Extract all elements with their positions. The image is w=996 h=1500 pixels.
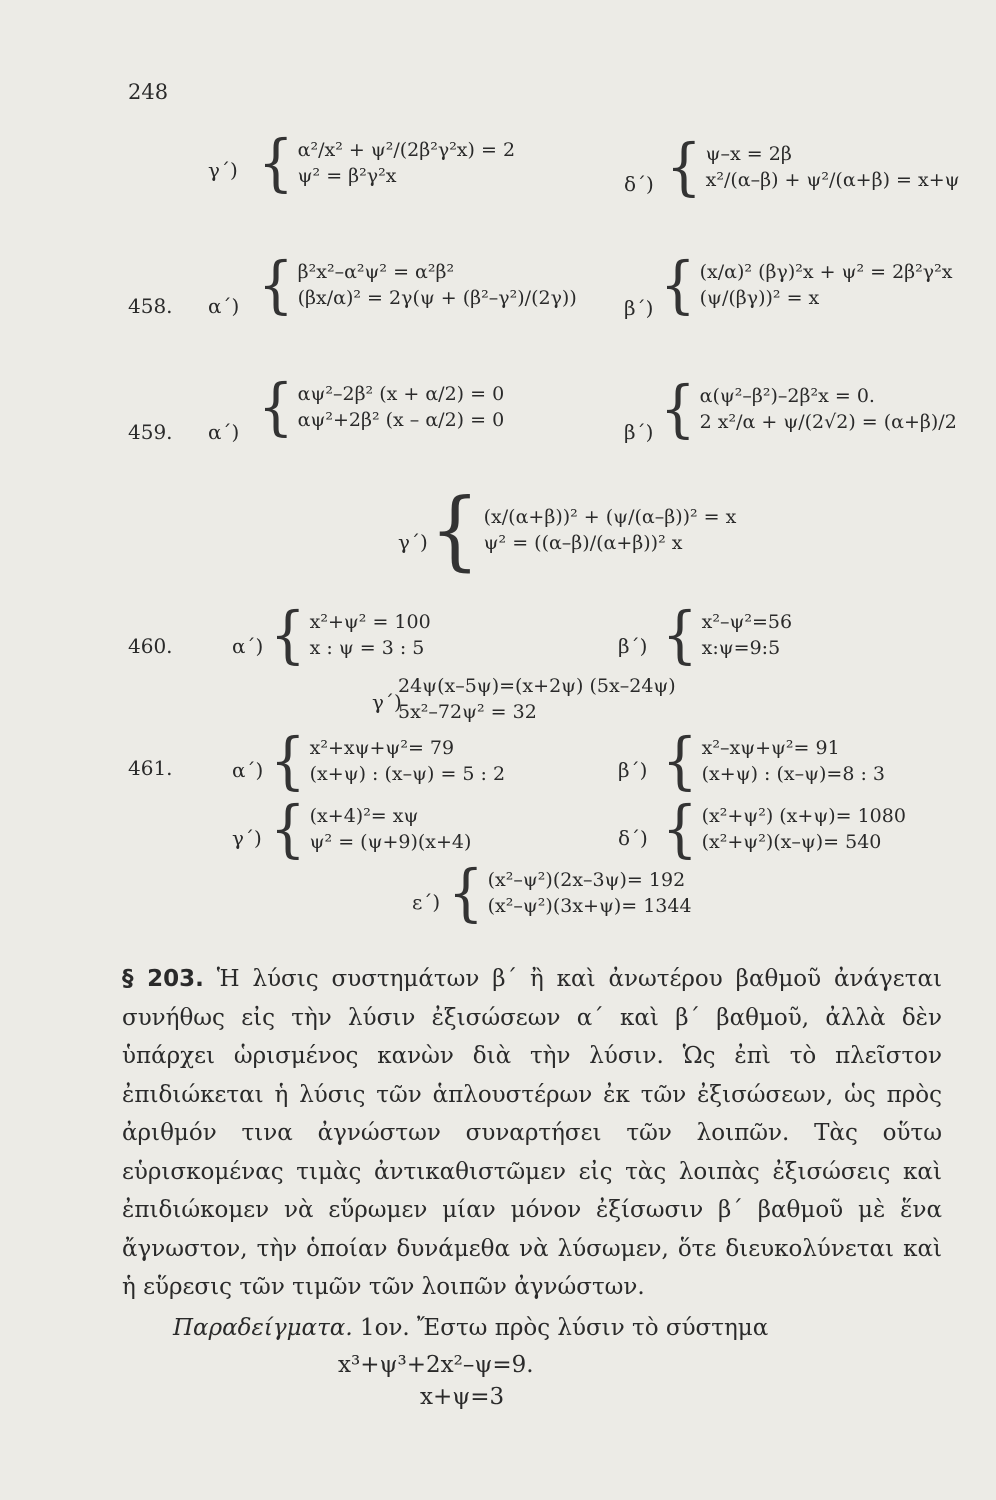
- problem-label: α΄): [208, 420, 240, 444]
- equation: ψ² = (ψ+9)(x+4): [309, 831, 472, 853]
- problem-label: γ΄): [208, 158, 238, 182]
- equation: x²/(α–β) + ψ²/(α+β) = x+ψ: [705, 169, 960, 191]
- problem-label: γ΄): [232, 826, 262, 850]
- section-number: § 203.: [122, 966, 204, 992]
- problem-number: 461.: [128, 756, 173, 780]
- section-text: Ἡ λύσις συστημάτων β΄ ἢ καὶ ἀνωτέρου βαθμοῦ ἀνάγεται συνήθως εἰς τὴν λύσιν ἐξισώσεων α΄ καὶ β΄ βαθμοῦ, ἀλλὰ δὲν ὑπάρχει ὡρισμένος κανὼν διὰ τὴν λύσιν. Ὡς ἐπὶ τὸ πλεῖστον ἐπιδιώκεται ἡ λύσις τῶν ἁπλουστέρων ἐκ τῶν ἐξισώσεων, ὡς πρὸς ἀριθμόν τινα ἀγνώστων συναρτήσει τῶν λοιπῶν. Τὰς οὕτω εὑρισκομένας τιμὰς ἀντικαθιστῶμεν εἰς τὰς λοιπὰς ἐξισώσεις καὶ ἐπιδιώκομεν νὰ εὕρωμεν μίαν μόνον ἐξίσωσιν β΄ βαθμοῦ μὲ ἕνα ἄγνωστον, τὴν ὁποίαν δυνάμεθα νὰ λύσωμεν, ὅτε διευκολύνεται καὶ ἡ εὕρεσις τῶν τιμῶν τῶν λοιπῶν ἀγνώστων.: [122, 966, 942, 1300]
- equation: α²/x² + ψ²/(2β²γ²x) = 2: [297, 139, 516, 162]
- problem-label: α΄): [232, 634, 264, 658]
- equation: x : ψ = 3 : 5: [309, 637, 425, 659]
- problem-label: α΄): [232, 758, 264, 782]
- equation-system: { β²x²–α²ψ² = α²β² (βx/α)² = 2γ(ψ + (β²–γ²)/(2γ)): [258, 249, 577, 322]
- equation: x²+ψ² = 100: [309, 611, 431, 634]
- equation-system: [398, 674, 676, 725]
- equation: (x/(α+β))² + (ψ/(α–β))² = x: [483, 506, 737, 529]
- equation: (x+ψ) : (x–ψ) = 5 : 2: [309, 763, 506, 785]
- example-equation: x+ψ=3: [420, 1384, 505, 1410]
- problem-label: α΄): [208, 294, 240, 318]
- equation: ψ² = ((α–β)/(α+β))² x: [483, 532, 683, 554]
- equation-system: { α²/x² + ψ²/(2β²γ²x) = 2 ψ² = β²γ²x: [258, 127, 516, 200]
- equation: x²–xψ+ψ²= 91: [701, 737, 840, 760]
- equation: (x+4)²= xψ: [309, 805, 419, 828]
- equation: ψ–x = 2β: [705, 143, 792, 166]
- equation-system: { (x²+ψ²) (x+ψ)= 1080 (x²+ψ²)(x–ψ)= 540: [662, 793, 906, 866]
- equation-system: { x²–xψ+ψ²= 91 (x+ψ) : (x–ψ)=8 : 3: [662, 725, 885, 798]
- problem-label: γ΄): [372, 690, 402, 714]
- problem-label: δ΄): [624, 172, 654, 196]
- section-paragraph: [122, 960, 942, 1307]
- equation-system: { x²+ψ² = 100 x : ψ = 3 : 5: [270, 599, 431, 672]
- equation: αψ²–2β² (x + α/2) = 0: [297, 383, 505, 406]
- equation: αψ²+2β² (x – α/2) = 0: [297, 409, 505, 431]
- equation: β²x²–α²ψ² = α²β²: [297, 261, 455, 284]
- equation: x:ψ=9:5: [701, 637, 781, 659]
- equation-system: { (x²–ψ²)(2x–3ψ)= 192 (x²–ψ²)(3x+ψ)= 1344: [448, 857, 692, 930]
- problem-label: ε΄): [412, 890, 441, 914]
- equation: x²–ψ²=56: [701, 611, 793, 634]
- equation: (x²+ψ²)(x–ψ)= 540: [701, 831, 882, 853]
- page-number: 248: [128, 80, 169, 104]
- equation: (x²–ψ²)(2x–3ψ)= 192: [487, 869, 686, 892]
- equation: 5x²–72ψ² = 32: [398, 700, 537, 723]
- problem-number: 459.: [128, 420, 173, 444]
- equation: 2 x²/α + ψ/(2√2) = (α+β)/2: [699, 411, 957, 433]
- problem-label: β΄): [624, 296, 654, 320]
- examples-heading: Παραδείγματα.: [173, 1315, 353, 1341]
- equation: x²+xψ+ψ²= 79: [309, 737, 455, 760]
- problem-label: γ΄): [398, 530, 428, 554]
- equation-system: { (x/α)² (βγ)²x + ψ² = 2β²γ²x (ψ/(βγ))² = x: [660, 249, 953, 322]
- problem-label: δ΄): [618, 826, 648, 850]
- equation: (βx/α)² = 2γ(ψ + (β²–γ²)/(2γ)): [297, 287, 577, 309]
- problem-number: 460.: [128, 634, 173, 658]
- equation-system: { (x/(α+β))² + (ψ/(α–β))² = x ψ² = ((α–β)/(α+β))² x: [430, 481, 737, 581]
- example-equation: x³+ψ³+2x²–ψ=9.: [338, 1352, 534, 1378]
- problem-label: β΄): [618, 634, 648, 658]
- examples-line: [173, 1315, 768, 1341]
- equation-system: { x²–ψ²=56 x:ψ=9:5: [662, 599, 793, 672]
- equation: (x²+ψ²) (x+ψ)= 1080: [701, 805, 906, 828]
- examples-intro: 1ον. Ἔστω πρὸς λύσιν τὸ σύστημα: [359, 1315, 769, 1341]
- problem-label: β΄): [618, 758, 648, 782]
- equation-system: { (x+4)²= xψ ψ² = (ψ+9)(x+4): [270, 793, 472, 866]
- equation: 24ψ(x–5ψ)=(x+2ψ) (5x–24ψ): [398, 675, 676, 697]
- equation: (x+ψ) : (x–ψ)=8 : 3: [701, 763, 885, 785]
- equation-system: { x²+xψ+ψ²= 79 (x+ψ) : (x–ψ) = 5 : 2: [270, 725, 506, 798]
- equation: (x²–ψ²)(3x+ψ)= 1344: [487, 895, 692, 917]
- equation-system: { α(ψ²–β²)–2β²x = 0. 2 x²/α + ψ/(2√2) = (α+β)/2: [660, 373, 957, 446]
- equation-system: { αψ²–2β² (x + α/2) = 0 αψ²+2β² (x – α/2) = 0: [258, 371, 505, 444]
- equation: α(ψ²–β²)–2β²x = 0.: [699, 385, 875, 408]
- problem-number: 458.: [128, 294, 173, 318]
- equation: (ψ/(βγ))² = x: [699, 287, 820, 309]
- equation: (x/α)² (βγ)²x + ψ² = 2β²γ²x: [699, 261, 953, 284]
- equation: ψ² = β²γ²x: [297, 165, 397, 187]
- equation-system: { ψ–x = 2β x²/(α–β) + ψ²/(α+β) = x+ψ: [666, 131, 960, 204]
- problem-label: β΄): [624, 420, 654, 444]
